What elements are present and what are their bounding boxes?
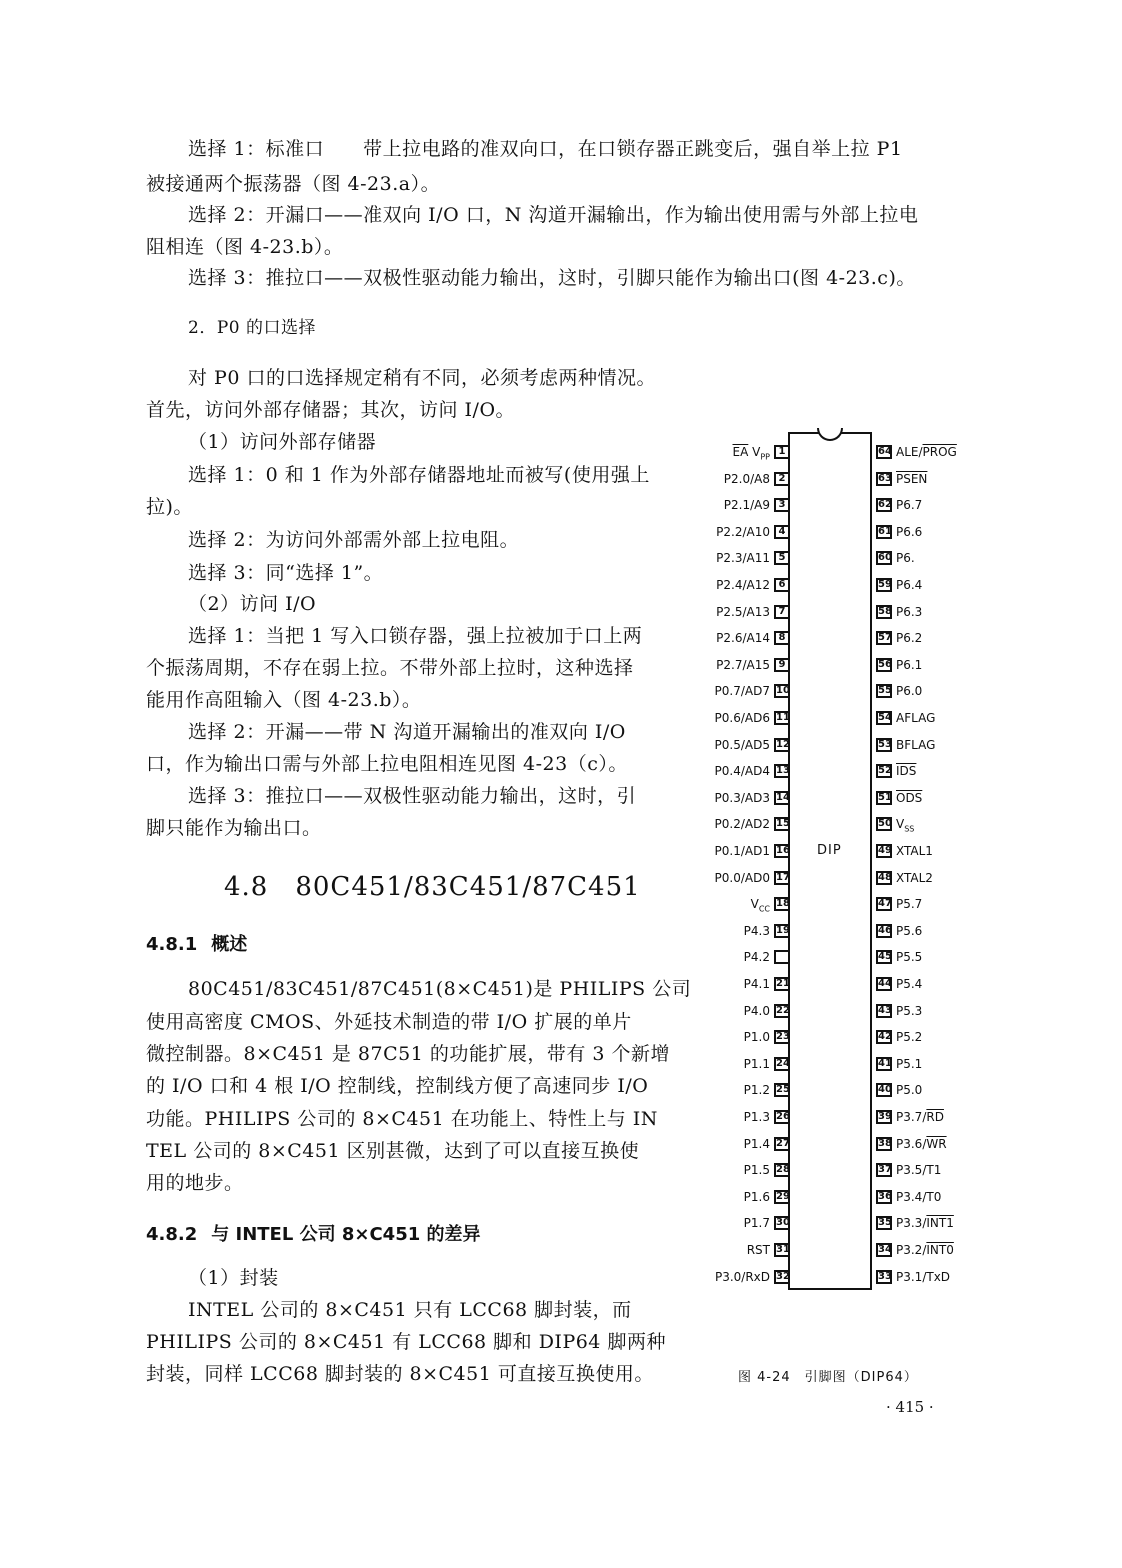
left-pin-name-27: [744, 1137, 770, 1151]
left-pin-name-12: [715, 738, 770, 752]
right-pin-63: 63: [878, 472, 892, 484]
right-pin-name-18: [896, 897, 922, 911]
right-pin-46: 46: [878, 924, 892, 936]
right-pin-34: 34: [878, 1244, 892, 1255]
left-pin-name-17: [715, 871, 770, 885]
paragraph-line: 使用高密度 CMOS、外延技术制造的带 I/O 扩展的单片: [146, 1011, 632, 1033]
left-pin-name-2: [724, 472, 770, 486]
page-number: · 415 ·: [886, 1398, 934, 1416]
pin-subscript: PP: [760, 452, 770, 462]
left-pin-9: 9: [774, 658, 790, 672]
pin-name-text: P2.5/A13: [716, 604, 770, 619]
right-pin-name-3: [896, 498, 922, 512]
right-pin-name-8: [896, 631, 922, 645]
paragraph-line: 阻相连（图 4-23.b）。: [146, 236, 344, 258]
pin-name-text: P2.7/A15: [716, 657, 770, 672]
left-pin-10: 10: [776, 685, 790, 697]
paragraph-line: 口，作为输出口需与外部上拉电阻相连见图 4-23（c）。: [146, 753, 628, 775]
left-pin-22: 22: [776, 1004, 790, 1016]
pin-name-text: P1.7: [743, 1216, 770, 1231]
pin-name-text: XTAL2: [896, 870, 933, 885]
pin-name-text: V: [896, 817, 905, 832]
paragraph-line: 微控制器。8×C451 是 87C51 的功能扩展，带有 3 个新增: [146, 1043, 670, 1065]
left-pin-1: 1: [774, 445, 790, 459]
pin-name-text: P5.3: [896, 1003, 923, 1018]
right-pin-name-7: [896, 605, 922, 619]
right-pin-name-16: [896, 844, 933, 858]
section-title: 4.8 80C451/83C451/87C451: [224, 872, 641, 902]
right-pin-name-10: [896, 684, 922, 698]
pin-name-text: P2.3/A11: [716, 551, 770, 566]
pin-name-text: P2.0/A8: [723, 471, 770, 486]
right-pin-44: 44: [878, 978, 892, 989]
right-pin-name-4: [896, 525, 922, 539]
overline-signal: $\overline{WR}$: [926, 1136, 947, 1151]
left-pin-name-4: [716, 525, 770, 539]
pin-name-text: P3.6/: [896, 1136, 927, 1151]
left-pin-name-15: [715, 817, 770, 831]
right-pin-43: 43: [878, 1004, 892, 1016]
pin-name-text: P3.1/TxD: [896, 1269, 951, 1284]
left-pin-name-14: [715, 791, 770, 805]
paragraph-line: 个振荡周期，不存在弱上拉。不带外部上拉时，这种选择: [146, 657, 634, 679]
pin-name-text: P5.1: [896, 1056, 923, 1071]
pin-name-text: P5.2: [896, 1030, 923, 1045]
pin-name-text: P2.2/A10: [716, 524, 770, 539]
pin-name-text: P1.0: [743, 1030, 770, 1045]
right-pin-56: 56: [878, 658, 892, 670]
pin-name-text: P3.2/: [896, 1243, 927, 1257]
paragraph-line: 对 P0 口的口选择规定稍有不同，必须考虑两种情况。: [188, 367, 656, 389]
left-pin-name-9: [716, 658, 770, 672]
left-pin-25: 25: [776, 1084, 790, 1096]
left-pin-19: 19: [776, 924, 790, 936]
pin-name-text: AFLAG: [896, 711, 936, 725]
pin-subscript: SS: [904, 824, 915, 834]
left-pin-17: 17: [776, 871, 790, 883]
right-pin-name-15: [896, 817, 914, 836]
left-pin-16: 16: [776, 845, 790, 856]
left-pin-name-22: [744, 1004, 770, 1018]
overline-signal: $\overline{EA}$: [732, 445, 749, 459]
right-pin-name-27: [896, 1137, 947, 1151]
pin-subscript: CC: [758, 904, 770, 914]
right-pin-name-26: [896, 1110, 944, 1124]
right-pin-61: 61: [878, 525, 892, 537]
left-pin-24: 24: [776, 1057, 790, 1069]
right-pin-49: 49: [878, 845, 892, 856]
left-pin-name-29: [744, 1190, 770, 1204]
pin-name-text: P6.2: [896, 631, 923, 646]
right-pin-51: 51: [878, 791, 892, 803]
pin-name-text: P1.6: [743, 1189, 770, 1204]
pin-name-text: V: [748, 445, 761, 459]
pin-name-text: XTAL1: [896, 844, 933, 858]
left-pin-4: 4: [774, 525, 790, 539]
subsection-heading: [146, 1220, 481, 1246]
left-pin-7: 7: [774, 605, 790, 619]
left-pin-29: 29: [776, 1190, 790, 1202]
package-heading: （1）封装: [188, 1267, 279, 1289]
right-pin-name-24: [896, 1057, 922, 1071]
subsection-title: 概述: [211, 934, 248, 955]
left-pin-3: 3: [774, 498, 790, 512]
paragraph-line: 选择 2：开漏口——准双向 I/O 口，N 沟道开漏输出，作为输出使用需与外部上拉电: [188, 204, 919, 226]
left-pin-26: 26: [776, 1111, 790, 1122]
right-pin-name-5: [896, 551, 915, 565]
right-pin-name-23: [896, 1030, 922, 1044]
subsection-number: 4.8.2: [146, 1224, 198, 1245]
pin-name-text: P0.0/AD0: [714, 870, 770, 885]
pin-name-text: P4.0: [743, 1003, 770, 1018]
left-pin-5: 5: [774, 551, 790, 565]
right-pin-40: 40: [878, 1084, 892, 1096]
left-pin-27: 27: [776, 1137, 790, 1149]
pin-name-text: P5.0: [896, 1083, 923, 1098]
left-pin-name-20: [744, 950, 770, 964]
right-pin-55: 55: [878, 685, 892, 697]
left-pin-18: 18: [776, 898, 790, 910]
left-pin-name-13: [715, 764, 770, 778]
overline-signal: PSEN: [896, 471, 928, 486]
pin-name-text: P6.3: [896, 604, 923, 619]
left-pin-name-7: [716, 605, 770, 619]
pin-name-text: P6.0: [896, 684, 923, 699]
paragraph-line: 拉)。: [146, 496, 193, 518]
pin-name-text: P1.1: [743, 1056, 770, 1071]
left-pin-name-28: [744, 1163, 770, 1177]
right-pin-47: 47: [878, 898, 892, 910]
left-pin-name-25: [744, 1083, 770, 1097]
paragraph-line: 用的地步。: [146, 1172, 244, 1194]
paragraph-line: 选择 3：同“选择 1”。: [188, 562, 384, 584]
pin-name-text: P5.7: [896, 897, 923, 912]
overline-signal: $\overline{IDS}$: [896, 764, 917, 779]
right-pin-36: 36: [878, 1190, 892, 1202]
pin-name-text: P6.4: [896, 578, 923, 592]
subsection-number: 4.8.1: [146, 934, 198, 955]
left-pin-name-5: [716, 551, 770, 565]
left-pin-6: 6: [774, 578, 790, 592]
left-pin-21: 21: [776, 978, 790, 989]
paragraph-line: PHILIPS 公司的 8×C451 有 LCC68 脚和 DIP64 脚两种: [146, 1331, 666, 1353]
left-pin-2: 2: [774, 472, 790, 486]
left-pin-12: 12: [776, 738, 790, 750]
paragraph-line: 的 I/O 口和 4 根 I/O 控制线，控制线方便了高速同步 I/O: [146, 1075, 649, 1097]
pin-name-text: ALE/: [896, 445, 923, 459]
pin-name-text: P3.0/RxD: [714, 1269, 770, 1284]
pin-name-text: P5.6: [896, 923, 923, 938]
pin-name-text: P4.2: [743, 950, 770, 965]
left-pin-name-11: [715, 711, 770, 725]
right-pin-name-32: [896, 1270, 950, 1284]
right-pin-53: 53: [878, 738, 892, 750]
left-pin-32: 32: [776, 1270, 790, 1282]
pin-name-text: P0.2/AD2: [714, 817, 770, 832]
right-pin-name-6: [896, 578, 922, 592]
figure-caption: 图 4-24 引脚图（DIP64）: [738, 1370, 918, 1385]
paragraph-line: （2）访问 I/O: [188, 593, 317, 615]
paragraph-line: 选择 1：0 和 1 作为外部存储器地址而被写(使用强上: [188, 464, 650, 486]
left-pin-name-18: [751, 897, 770, 916]
right-pin-name-14: [896, 791, 922, 805]
left-pin-name-6: [716, 578, 770, 592]
pin-name-text: P6.: [896, 551, 915, 566]
paragraph-line: 被接通两个振荡器（图 4-23.a）。: [146, 173, 441, 195]
overline-signal: INT0: [926, 1243, 954, 1257]
left-pin-name-26: [744, 1110, 770, 1124]
pin-name-text: V: [750, 897, 759, 912]
paragraph-line: 选择 1：当把 1 写入口锁存器，强上拉被加于口上两: [188, 625, 643, 647]
subsection-heading: [146, 930, 247, 956]
pin-name-text: P5.5: [896, 950, 923, 965]
right-pin-50: 50: [878, 818, 892, 830]
right-pin-59: 59: [878, 579, 892, 590]
paragraph-line: 选择 2：开漏——带 N 沟道开漏输出的准双向 I/O: [188, 721, 626, 743]
left-pin-name-32: [715, 1270, 770, 1284]
subhead-p0: 2．P0 的口选择: [188, 318, 316, 338]
right-pin-name-22: [896, 1004, 922, 1018]
left-pin-28: 28: [776, 1164, 790, 1176]
paragraph-line: 封装，同样 LCC68 脚封装的 8×C451 可直接互换使用。: [146, 1363, 654, 1385]
right-pin-name-19: [896, 924, 922, 938]
left-pin-8: 8: [774, 631, 790, 645]
left-pin-20: [774, 950, 790, 964]
overline-signal: $\overline{RD}$: [926, 1110, 944, 1124]
right-pin-57: 57: [878, 632, 892, 644]
pin-name-text: P1.2: [743, 1083, 770, 1098]
overline-signal: INT1: [926, 1216, 954, 1231]
subsection-title: 与 INTEL 公司 8×C451 的差异: [211, 1224, 481, 1245]
right-pin-35: 35: [878, 1217, 892, 1229]
right-pin-name-29: [896, 1190, 941, 1204]
pin-name-text: P0.4/AD4: [714, 764, 770, 779]
pin-name-text: P3.4/T0: [896, 1189, 942, 1204]
left-pin-name-21: [744, 977, 770, 991]
pin-name-text: P0.3/AD3: [714, 790, 770, 805]
left-pin-name-10: [715, 684, 770, 698]
pin-name-text: P2.4/A12: [716, 578, 770, 592]
right-pin-name-11: [896, 711, 935, 725]
right-pin-42: 42: [878, 1031, 892, 1043]
right-pin-60: 60: [878, 552, 892, 564]
right-pin-41: 41: [878, 1057, 892, 1069]
left-pin-name-16: [715, 844, 770, 858]
right-pin-name-9: [896, 658, 922, 672]
right-pin-37: 37: [878, 1164, 892, 1176]
right-pin-name-1: [896, 445, 957, 459]
right-pin-name-13: [896, 764, 916, 778]
right-pin-name-25: [896, 1083, 922, 1097]
right-pin-name-21: [896, 977, 922, 991]
paragraph-line: （1）访问外部存储器: [188, 431, 377, 453]
left-pin-name-1: [733, 445, 770, 464]
left-pin-30: 30: [776, 1217, 790, 1229]
paragraph-line: INTEL 公司的 8×C451 只有 LCC68 脚封装，而: [188, 1299, 632, 1321]
pin-name-text: P0.5/AD5: [714, 737, 770, 752]
left-pin-31: 31: [776, 1244, 790, 1255]
pin-name-text: P1.5: [743, 1163, 770, 1178]
right-pin-name-31: [896, 1243, 954, 1257]
left-pin-15: 15: [776, 818, 790, 830]
paragraph-line: 能用作高阻输入（图 4-23.b）。: [146, 689, 422, 711]
left-pin-name-3: [724, 498, 770, 512]
paragraph-line: 脚只能作为输出口。: [146, 817, 322, 839]
pin-name-text: P3.3/: [896, 1216, 927, 1231]
right-pin-name-20: [896, 950, 922, 964]
pin-name-text: P0.7/AD7: [714, 684, 770, 699]
pin-name-text: P1.4: [743, 1136, 770, 1151]
paragraph-line: 选择 3：推拉口——双极性驱动能力输出，这时，引脚只能作为输出口(图 4-23.c)。: [188, 267, 916, 289]
paragraph-line: 选择 1：标准口 带上拉电路的准双向口，在口锁存器正跳变后，强自举上拉 P1: [188, 138, 903, 160]
paragraph-line: 选择 2：为访问外部需外部上拉电阻。: [188, 529, 520, 551]
right-pin-name-12: [896, 738, 935, 752]
pin-name-text: P2.6/A14: [716, 631, 770, 646]
left-pin-name-30: [744, 1216, 770, 1230]
pin-name-text: P6.7: [896, 498, 923, 513]
right-pin-name-28: [896, 1163, 941, 1177]
left-pin-name-8: [716, 631, 770, 645]
pin-name-text: P3.7/: [896, 1110, 927, 1124]
pin-name-text: P4.3: [743, 923, 770, 938]
right-pin-64: 64: [878, 446, 892, 457]
chip-label: DIP: [817, 843, 842, 858]
left-pin-11: 11: [776, 712, 790, 723]
right-pin-62: 62: [878, 499, 892, 511]
right-pin-45: 45: [878, 951, 892, 963]
right-pin-name-17: [896, 871, 933, 885]
right-pin-52: 52: [878, 765, 892, 777]
pin-name-text: P4.1: [743, 977, 770, 991]
overline-signal: PROG: [922, 445, 957, 459]
right-pin-name-30: [896, 1216, 954, 1230]
left-pin-23: 23: [776, 1031, 790, 1043]
pin-name-text: P3.5/T1: [896, 1163, 942, 1178]
right-pin-48: 48: [878, 871, 892, 883]
right-pin-name-2: [896, 472, 927, 486]
pin-name-text: P0.6/AD6: [714, 711, 770, 725]
pin-name-text: P0.1/AD1: [714, 844, 770, 858]
pin-name-text: P6.6: [896, 524, 923, 539]
paragraph-line: 功能。PHILIPS 公司的 8×C451 在功能上、特性上与 IN: [146, 1108, 658, 1130]
dip64-chip-body: [788, 432, 872, 1290]
paragraph-line: 首先，访问外部存储器；其次，访问 I/O。: [146, 399, 516, 421]
paragraph-line: 80C451/83C451/87C451(8×C451)是 PHILIPS 公司: [188, 978, 692, 1000]
pin-name-text: P5.4: [896, 977, 923, 991]
left-pin-name-23: [744, 1030, 770, 1044]
left-pin-name-24: [744, 1057, 770, 1071]
left-pin-14: 14: [776, 791, 790, 803]
pin-name-text: P1.3: [743, 1110, 770, 1124]
pin-name-text: BFLAG: [896, 737, 936, 752]
paragraph-line: 选择 3：推拉口——双极性驱动能力输出，这时，引: [188, 785, 637, 807]
left-pin-13: 13: [776, 765, 790, 777]
pin-name-text: P2.1/A9: [723, 498, 770, 513]
right-pin-38: 38: [878, 1137, 892, 1149]
right-pin-54: 54: [878, 712, 892, 723]
paragraph-line: TEL 公司的 8×C451 区别甚微，达到了可以直接互换使: [146, 1140, 640, 1162]
pin-name-text: P6.1: [896, 657, 923, 672]
left-pin-name-31: [747, 1243, 770, 1257]
left-pin-name-19: [744, 924, 770, 938]
right-pin-58: 58: [878, 605, 892, 617]
overline-signal: $\overline{ODS}$: [896, 790, 923, 805]
pin-name-text: RST: [746, 1243, 770, 1257]
right-pin-33: 33: [878, 1270, 892, 1282]
right-pin-39: 39: [878, 1111, 892, 1122]
